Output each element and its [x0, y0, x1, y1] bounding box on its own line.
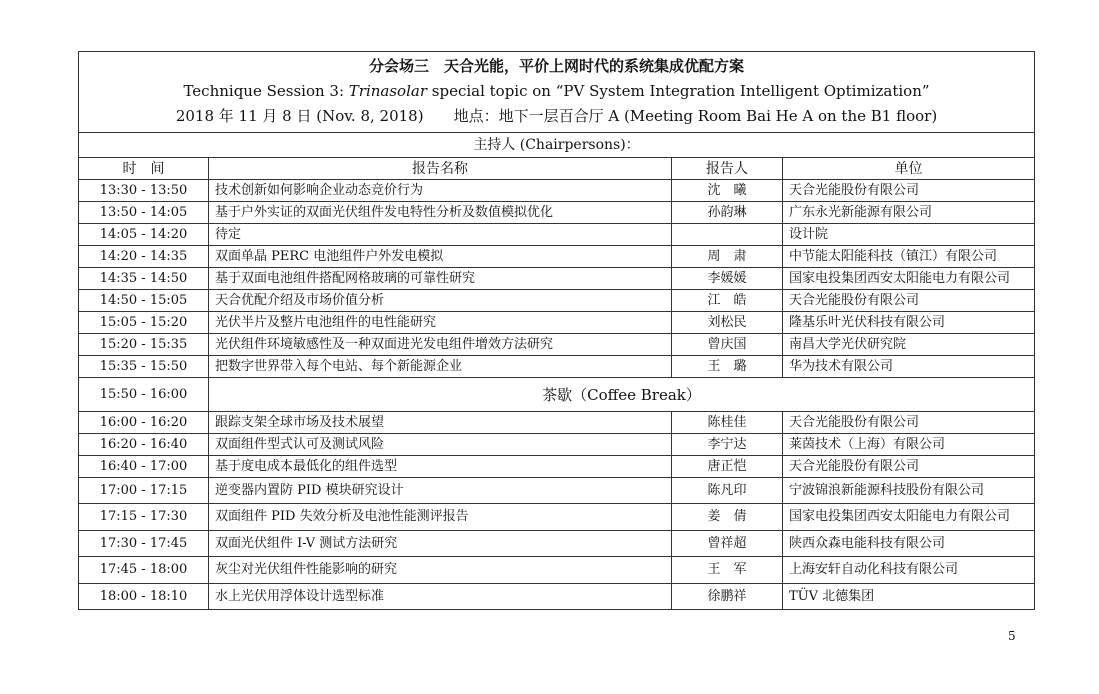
cell-time: 14:35 - 14:50	[79, 268, 209, 290]
cell-speaker	[672, 224, 783, 246]
cell-title: 双面组件 PID 失效分析及电池性能测评报告	[209, 504, 672, 531]
session-title-en	[79, 79, 1034, 104]
table-row	[79, 224, 1035, 246]
table-row	[79, 434, 1035, 456]
cell-speaker: 王 璐	[672, 356, 783, 378]
cell-org: 国家电投集团西安太阳能电力有限公司	[783, 268, 1035, 290]
cell-speaker: 徐鹏祥	[672, 584, 783, 610]
table-row	[79, 531, 1035, 557]
cell-speaker: 陈桂佳	[672, 412, 783, 434]
session-datetime-location: 2018 年 11 月 8 日 (Nov. 8, 2018) 地点：地下一层百合厅 A (Meeting Room Bai He A on the B1 floor)	[175, 107, 938, 125]
cell-org: 国家电投集团西安太阳能电力有限公司	[783, 504, 1035, 531]
cell-title: 跟踪支架全球市场及技术展望	[209, 412, 672, 434]
cell-time: 14:50 - 15:05	[79, 290, 209, 312]
table-row	[79, 456, 1035, 478]
cell-title: 待定	[209, 224, 672, 246]
table-row	[79, 557, 1035, 584]
cell-title: 双面组件型式认可及测试风险	[209, 434, 672, 456]
cell-speaker: 陈凡印	[672, 478, 783, 504]
table-row	[79, 504, 1035, 531]
session-header	[79, 52, 1035, 133]
table-row	[79, 290, 1035, 312]
cell-title: 逆变器内置防 PID 模块研究设计	[209, 478, 672, 504]
schedule-rows-before-break	[79, 180, 1035, 378]
cell-speaker: 李宁达	[672, 434, 783, 456]
cell-time: 15:05 - 15:20	[79, 312, 209, 334]
cell-title: 基于度电成本最低化的组件选型	[209, 456, 672, 478]
cell-title: 双面单晶 PERC 电池组件户外发电模拟	[209, 246, 672, 268]
cell-title: 基于双面电池组件搭配网格玻璃的可靠性研究	[209, 268, 672, 290]
cell-org: 华为技术有限公司	[783, 356, 1035, 378]
schedule-rows-after-break	[79, 412, 1035, 610]
cell-org: TÜV 北德集团	[783, 584, 1035, 610]
table-row	[79, 180, 1035, 202]
cell-time: 17:00 - 17:15	[79, 478, 209, 504]
cell-org: 天合光能股份有限公司	[783, 456, 1035, 478]
cell-speaker: 周 肃	[672, 246, 783, 268]
coffee-break-label: 茶歇（Coffee Break）	[209, 378, 1035, 412]
column-header-title: 报告名称	[209, 158, 672, 180]
cell-org: 隆基乐叶光伏科技有限公司	[783, 312, 1035, 334]
session-title-en-prefix: Technique Session 3:	[183, 82, 349, 100]
table-row	[79, 478, 1035, 504]
cell-speaker: 曾祥超	[672, 531, 783, 557]
cell-time: 16:20 - 16:40	[79, 434, 209, 456]
column-header-row	[79, 158, 1035, 180]
cell-time: 17:45 - 18:00	[79, 557, 209, 584]
table-row	[79, 312, 1035, 334]
chairpersons-row	[79, 133, 1035, 158]
session-header-row	[79, 52, 1035, 133]
cell-speaker: 姜 倩	[672, 504, 783, 531]
coffee-break-time: 15:50 - 16:00	[79, 378, 209, 412]
table-row	[79, 246, 1035, 268]
table-row	[79, 584, 1035, 610]
cell-org: 天合光能股份有限公司	[783, 290, 1035, 312]
coffee-break-row	[79, 378, 1035, 412]
page-number: 5	[1008, 629, 1016, 643]
schedule-table	[78, 51, 1035, 610]
cell-org: 宁波锦浪新能源科技股份有限公司	[783, 478, 1035, 504]
cell-speaker: 李媛媛	[672, 268, 783, 290]
cell-org: 设计院	[783, 224, 1035, 246]
column-header-org: 单位	[783, 158, 1035, 180]
cell-speaker: 王 军	[672, 557, 783, 584]
cell-org: 上海安轩自动化科技有限公司	[783, 557, 1035, 584]
cell-speaker: 沈 曦	[672, 180, 783, 202]
cell-org: 中节能太阳能科技（镇江）有限公司	[783, 246, 1035, 268]
cell-time: 17:30 - 17:45	[79, 531, 209, 557]
cell-org: 南昌大学光伏研究院	[783, 334, 1035, 356]
cell-time: 13:30 - 13:50	[79, 180, 209, 202]
cell-org: 天合光能股份有限公司	[783, 412, 1035, 434]
cell-time: 15:35 - 15:50	[79, 356, 209, 378]
cell-org: 天合光能股份有限公司	[783, 180, 1035, 202]
cell-speaker: 唐正恺	[672, 456, 783, 478]
cell-speaker: 刘松民	[672, 312, 783, 334]
cell-speaker: 曾庆国	[672, 334, 783, 356]
column-header-time: 时 间	[79, 158, 209, 180]
cell-time: 15:20 - 15:35	[79, 334, 209, 356]
cell-title: 双面光伏组件 I-V 测试方法研究	[209, 531, 672, 557]
cell-title: 灰尘对光伏组件性能影响的研究	[209, 557, 672, 584]
cell-title: 光伏半片及整片电池组件的电性能研究	[209, 312, 672, 334]
cell-title: 技术创新如何影响企业动态竞价行为	[209, 180, 672, 202]
cell-time: 18:00 - 18:10	[79, 584, 209, 610]
table-row	[79, 334, 1035, 356]
column-header-speaker: 报告人	[672, 158, 783, 180]
cell-speaker: 江 皓	[672, 290, 783, 312]
cell-title: 光伏组件环境敏感性及一种双面进光发电组件增效方法研究	[209, 334, 672, 356]
cell-time: 14:20 - 14:35	[79, 246, 209, 268]
cell-time: 13:50 - 14:05	[79, 202, 209, 224]
session-title-en-brand: Trinasolar	[348, 82, 427, 100]
cell-time: 14:05 - 14:20	[79, 224, 209, 246]
cell-title: 水上光伏用浮体设计选型标准	[209, 584, 672, 610]
cell-org: 广东永光新能源有限公司	[783, 202, 1035, 224]
cell-org: 莱茵技术（上海）有限公司	[783, 434, 1035, 456]
session-title-en-suffix: special topic on “PV System Integration Intelligent Optimization”	[427, 82, 930, 100]
session-title-cn: 分会场三 天合光能，平价上网时代的系统集成优配方案	[368, 57, 744, 75]
table-row	[79, 268, 1035, 290]
cell-title: 把数字世界带入每个电站、每个新能源企业	[209, 356, 672, 378]
cell-time: 17:15 - 17:30	[79, 504, 209, 531]
cell-title: 基于户外实证的双面光伏组件发电特性分析及数值模拟优化	[209, 202, 672, 224]
chairpersons-label: 主持人 (Chairpersons)：	[79, 133, 1035, 158]
cell-title: 天合优配介绍及市场价值分析	[209, 290, 672, 312]
cell-speaker: 孙韵琳	[672, 202, 783, 224]
table-row	[79, 412, 1035, 434]
table-row	[79, 356, 1035, 378]
cell-time: 16:00 - 16:20	[79, 412, 209, 434]
cell-org: 陕西众森电能科技有限公司	[783, 531, 1035, 557]
cell-time: 16:40 - 17:00	[79, 456, 209, 478]
table-row	[79, 202, 1035, 224]
